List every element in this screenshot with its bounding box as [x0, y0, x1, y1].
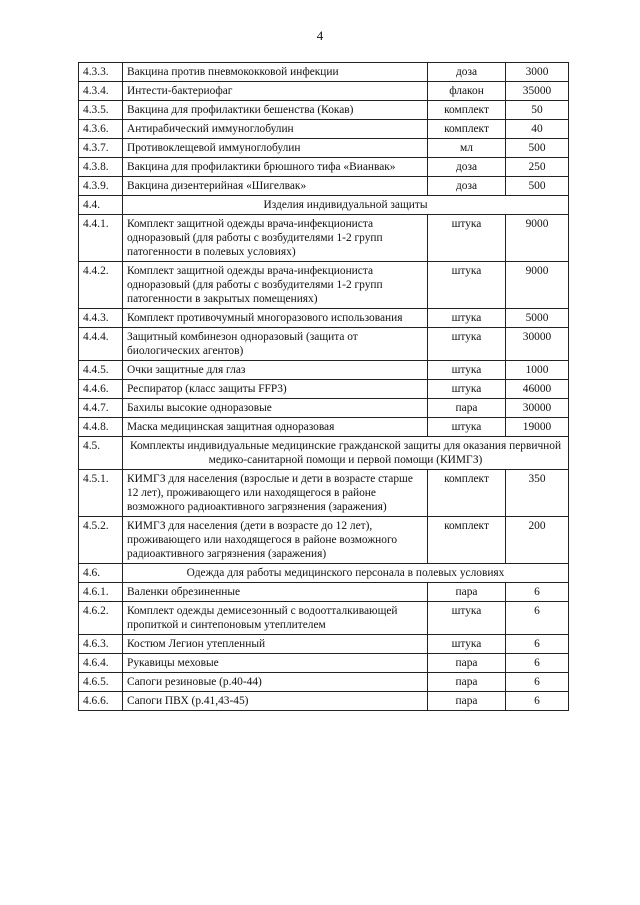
item-quantity: 6: [506, 602, 569, 635]
row-number: 4.6.5.: [79, 673, 123, 692]
item-quantity: 6: [506, 583, 569, 602]
item-quantity: 5000: [506, 309, 569, 328]
item-unit: флакон: [428, 82, 506, 101]
item-name: Очки защитные для глаз: [123, 361, 428, 380]
table-row: [79, 328, 569, 361]
item-quantity: 6: [506, 673, 569, 692]
row-number: 4.5.: [79, 437, 123, 470]
row-number: 4.4.3.: [79, 309, 123, 328]
item-name: Комплект одежды демисезонный с водоотталкивающей пропиткой и синтепоновым утеплителем: [123, 602, 428, 635]
item-unit: комплект: [428, 101, 506, 120]
row-number: 4.6.2.: [79, 602, 123, 635]
item-unit: штука: [428, 262, 506, 309]
item-name: Бахилы высокие одноразовые: [123, 399, 428, 418]
table-row: [79, 158, 569, 177]
item-name: Маска медицинская защитная одноразовая: [123, 418, 428, 437]
item-unit: штука: [428, 602, 506, 635]
row-number: 4.5.1.: [79, 470, 123, 517]
row-number: 4.4.: [79, 196, 123, 215]
row-number: 4.6.3.: [79, 635, 123, 654]
table-row: [79, 470, 569, 517]
item-quantity: 250: [506, 158, 569, 177]
item-unit: штука: [428, 361, 506, 380]
item-quantity: 30000: [506, 399, 569, 418]
row-number: 4.3.6.: [79, 120, 123, 139]
item-name: Антирабический иммуноглобулин: [123, 120, 428, 139]
item-quantity: 35000: [506, 82, 569, 101]
item-quantity: 30000: [506, 328, 569, 361]
table-row: [79, 654, 569, 673]
row-number: 4.4.6.: [79, 380, 123, 399]
row-number: 4.4.4.: [79, 328, 123, 361]
item-quantity: 50: [506, 101, 569, 120]
table-body: [79, 63, 569, 711]
row-number: 4.3.9.: [79, 177, 123, 196]
table-row: [79, 517, 569, 564]
table-row: [79, 63, 569, 82]
item-unit: мл: [428, 139, 506, 158]
item-name: Комплект противочумный многоразового использования: [123, 309, 428, 328]
table-row: [79, 82, 569, 101]
section-title: Изделия индивидуальной защиты: [123, 196, 569, 215]
supplies-table: [78, 62, 569, 711]
item-quantity: 6: [506, 654, 569, 673]
row-number: 4.4.8.: [79, 418, 123, 437]
item-name: Валенки обрезиненные: [123, 583, 428, 602]
item-name: Вакцина против пневмококковой инфекции: [123, 63, 428, 82]
section-row: [79, 196, 569, 215]
table-row: [79, 361, 569, 380]
item-quantity: 500: [506, 139, 569, 158]
table-row: [79, 635, 569, 654]
table-row: [79, 215, 569, 262]
item-quantity: 200: [506, 517, 569, 564]
table-row: [79, 399, 569, 418]
item-unit: штука: [428, 328, 506, 361]
item-name: КИМГЗ для населения (взрослые и дети в возрасте старше 12 лет), проживающего или находящегося в районе возможного радиоактивного загрязнения (заражения): [123, 470, 428, 517]
item-name: Респиратор (класс защиты FFP3): [123, 380, 428, 399]
row-number: 4.3.7.: [79, 139, 123, 158]
row-number: 4.4.5.: [79, 361, 123, 380]
item-quantity: 9000: [506, 262, 569, 309]
item-unit: комплект: [428, 470, 506, 517]
table-row: [79, 673, 569, 692]
table-row: [79, 120, 569, 139]
row-number: 4.6.1.: [79, 583, 123, 602]
item-name: КИМГЗ для населения (дети в возрасте до 12 лет), проживающего или находящегося в районе возможного радиоактивного загрязнения (заражения): [123, 517, 428, 564]
item-unit: доза: [428, 63, 506, 82]
item-quantity: 350: [506, 470, 569, 517]
item-unit: пара: [428, 692, 506, 711]
item-unit: пара: [428, 673, 506, 692]
item-quantity: 6: [506, 692, 569, 711]
item-name: Интести-бактериофаг: [123, 82, 428, 101]
item-name: Защитный комбинезон одноразовый (защита от биологических агентов): [123, 328, 428, 361]
item-quantity: 1000: [506, 361, 569, 380]
item-unit: пара: [428, 654, 506, 673]
row-number: 4.3.5.: [79, 101, 123, 120]
item-unit: комплект: [428, 120, 506, 139]
item-name: Вакцина для профилактики бешенства (Кокав): [123, 101, 428, 120]
row-number: 4.3.8.: [79, 158, 123, 177]
item-quantity: 40: [506, 120, 569, 139]
item-unit: комплект: [428, 517, 506, 564]
row-number: 4.6.: [79, 564, 123, 583]
item-unit: штука: [428, 635, 506, 654]
item-quantity: 9000: [506, 215, 569, 262]
item-quantity: 6: [506, 635, 569, 654]
table-row: [79, 418, 569, 437]
table-row: [79, 262, 569, 309]
section-row: [79, 564, 569, 583]
table-row: [79, 139, 569, 158]
item-unit: доза: [428, 158, 506, 177]
item-name: Рукавицы меховые: [123, 654, 428, 673]
item-quantity: 3000: [506, 63, 569, 82]
table-row: [79, 101, 569, 120]
item-unit: пара: [428, 399, 506, 418]
row-number: 4.6.4.: [79, 654, 123, 673]
item-name: Вакцина для профилактики брюшного тифа «Вианвак»: [123, 158, 428, 177]
table-row: [79, 583, 569, 602]
item-name: Противоклещевой иммуноглобулин: [123, 139, 428, 158]
item-unit: доза: [428, 177, 506, 196]
item-unit: штука: [428, 418, 506, 437]
item-name: Костюм Легион утепленный: [123, 635, 428, 654]
page-number: 4: [316, 28, 324, 43]
row-number: 4.4.1.: [79, 215, 123, 262]
item-name: Сапоги ПВХ (р.41,43-45): [123, 692, 428, 711]
row-number: 4.3.3.: [79, 63, 123, 82]
item-unit: штука: [428, 215, 506, 262]
table-row: [79, 177, 569, 196]
row-number: 4.3.4.: [79, 82, 123, 101]
item-quantity: 500: [506, 177, 569, 196]
section-title: Одежда для работы медицинского персонала в полевых условиях: [123, 564, 569, 583]
item-name: Вакцина дизентерийная «Шигелвак»: [123, 177, 428, 196]
row-number: 4.4.7.: [79, 399, 123, 418]
row-number: 4.4.2.: [79, 262, 123, 309]
item-name: Комплект защитной одежды врача-инфекциониста одноразовый (для работы с возбудителями 1-2 групп патогенности в закрытых помещениях): [123, 262, 428, 309]
table-row: [79, 692, 569, 711]
row-number: 4.6.6.: [79, 692, 123, 711]
table-row: [79, 380, 569, 399]
item-quantity: 19000: [506, 418, 569, 437]
item-name: Сапоги резиновые (р.40-44): [123, 673, 428, 692]
row-number: 4.5.2.: [79, 517, 123, 564]
table-row: [79, 602, 569, 635]
section-title: Комплекты индивидуальные медицинские гражданской защиты для оказания первичной медико-санитарной помощи и первой помощи (КИМГЗ): [123, 437, 569, 470]
table-row: [79, 309, 569, 328]
item-quantity: 46000: [506, 380, 569, 399]
item-name: Комплект защитной одежды врача-инфекциониста одноразовый (для работы с возбудителями 1-2 групп патогенности в полевых условиях): [123, 215, 428, 262]
item-unit: штука: [428, 309, 506, 328]
section-row: [79, 437, 569, 470]
item-unit: штука: [428, 380, 506, 399]
item-unit: пара: [428, 583, 506, 602]
